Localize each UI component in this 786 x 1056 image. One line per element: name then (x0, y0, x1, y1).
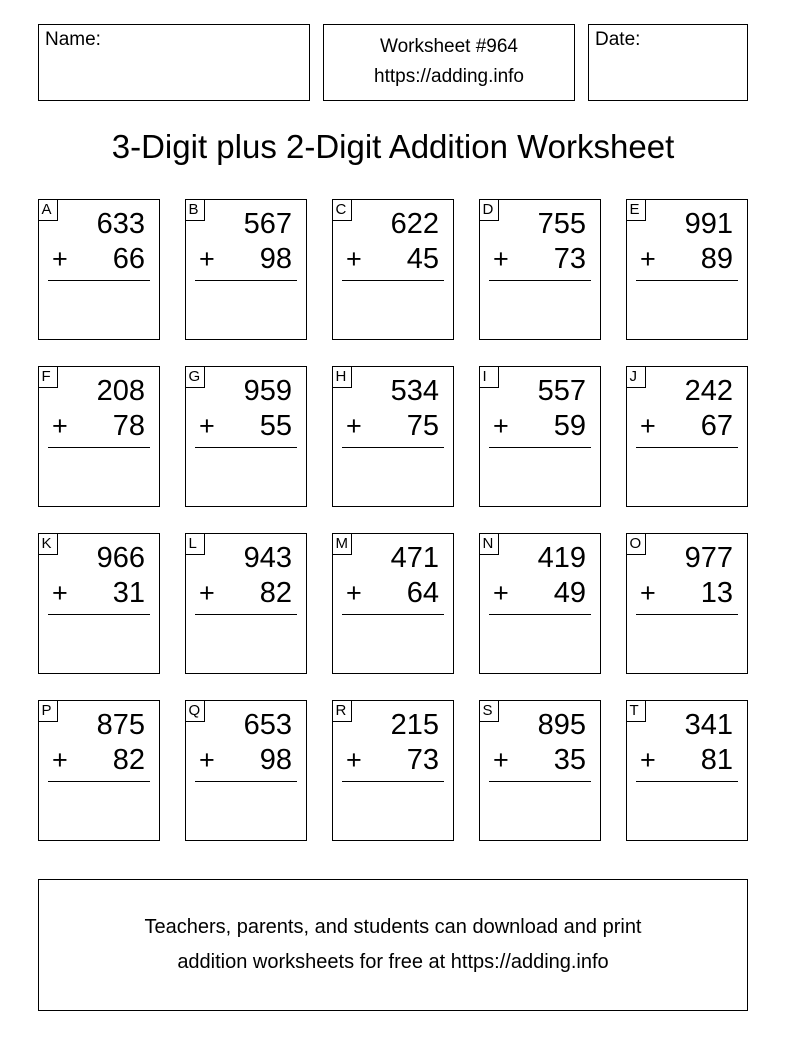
problem-addend-bottom: 13 (700, 577, 733, 609)
plus-sign: + (493, 578, 509, 608)
sum-line (636, 614, 738, 615)
sum-line (48, 447, 150, 448)
plus-sign: + (640, 578, 656, 608)
plus-sign: + (346, 745, 362, 775)
sum-line (342, 447, 444, 448)
name-label: Name: (45, 29, 101, 50)
problem-letter: A (38, 199, 58, 221)
problem-addend-bottom: 89 (700, 243, 733, 275)
problem-card[interactable] (38, 366, 160, 507)
footer-line-2: addition worksheets for free at https://adding.info (177, 951, 609, 973)
problem-addend-top: 242 (684, 375, 733, 407)
problem-addend-top: 215 (390, 709, 439, 741)
problem-card[interactable] (332, 366, 454, 507)
worksheet-url: https://adding.info (374, 66, 524, 87)
problem-letter: H (332, 366, 352, 388)
problem-addend-top: 419 (537, 542, 586, 574)
problem-addend-bottom: 49 (553, 577, 586, 609)
plus-sign: + (52, 411, 68, 441)
problem-card[interactable] (332, 700, 454, 841)
problem-card[interactable] (626, 366, 748, 507)
problem-addend-bottom: 75 (406, 410, 439, 442)
footer-line-1: Teachers, parents, and students can download and print (144, 916, 642, 938)
plus-sign: + (493, 244, 509, 274)
problem-card[interactable] (479, 700, 601, 841)
plus-sign: + (199, 578, 215, 608)
problem-card[interactable] (626, 533, 748, 674)
problem-card[interactable] (479, 366, 601, 507)
problem-addend-bottom: 82 (259, 577, 292, 609)
problem-addend-bottom: 81 (700, 744, 733, 776)
problem-letter: I (479, 366, 499, 388)
problem-addend-top: 959 (243, 375, 292, 407)
problem-letter: N (479, 533, 499, 555)
problem-card[interactable] (626, 199, 748, 340)
problem-card[interactable] (185, 700, 307, 841)
problem-addend-bottom: 98 (259, 243, 292, 275)
plus-sign: + (346, 411, 362, 441)
plus-sign: + (199, 745, 215, 775)
problem-addend-bottom: 67 (700, 410, 733, 442)
sum-line (342, 280, 444, 281)
problem-letter: P (38, 700, 58, 722)
sum-line (636, 447, 738, 448)
sum-line (195, 614, 297, 615)
problem-card[interactable] (185, 366, 307, 507)
problem-addend-top: 633 (96, 208, 145, 240)
problem-addend-bottom: 55 (259, 410, 292, 442)
problem-addend-bottom: 73 (553, 243, 586, 275)
problem-addend-top: 895 (537, 709, 586, 741)
problem-letter: R (332, 700, 352, 722)
worksheet-number: Worksheet #964 (379, 36, 518, 57)
plus-sign: + (52, 745, 68, 775)
problem-letter: B (185, 199, 205, 221)
problem-addend-bottom: 64 (406, 577, 439, 609)
sum-line (195, 447, 297, 448)
plus-sign: + (493, 745, 509, 775)
problem-letter: M (332, 533, 352, 555)
sum-line (489, 447, 591, 448)
sum-line (489, 614, 591, 615)
sum-line (48, 614, 150, 615)
problem-letter: J (626, 366, 646, 388)
sum-line (195, 781, 297, 782)
name-field-box[interactable] (38, 24, 310, 101)
footer-box (38, 879, 748, 1011)
problem-addend-top: 875 (96, 709, 145, 741)
problem-letter: K (38, 533, 58, 555)
problem-card[interactable] (38, 199, 160, 340)
plus-sign: + (199, 244, 215, 274)
problem-addend-top: 534 (390, 375, 439, 407)
problem-letter: C (332, 199, 352, 221)
sum-line (342, 781, 444, 782)
problem-addend-top: 622 (390, 208, 439, 240)
problem-letter: O (626, 533, 646, 555)
problem-addend-bottom: 31 (112, 577, 145, 609)
date-label: Date: (595, 29, 641, 50)
sum-line (195, 280, 297, 281)
problem-addend-bottom: 66 (112, 243, 145, 275)
problem-card[interactable] (626, 700, 748, 841)
problem-addend-bottom: 98 (259, 744, 292, 776)
problem-letter: G (185, 366, 205, 388)
problem-addend-top: 653 (243, 709, 292, 741)
worksheet-info-box (323, 24, 575, 101)
problem-addend-top: 755 (537, 208, 586, 240)
problem-addend-bottom: 78 (112, 410, 145, 442)
plus-sign: + (346, 244, 362, 274)
problem-addend-top: 943 (243, 542, 292, 574)
problem-addend-bottom: 45 (406, 243, 439, 275)
problem-card[interactable] (185, 533, 307, 674)
problem-card[interactable] (185, 199, 307, 340)
problem-addend-bottom: 35 (553, 744, 586, 776)
problem-addend-top: 567 (243, 208, 292, 240)
problem-card[interactable] (332, 199, 454, 340)
problem-letter: L (185, 533, 205, 555)
problem-letter: S (479, 700, 499, 722)
plus-sign: + (199, 411, 215, 441)
sum-line (636, 781, 738, 782)
problem-addend-top: 991 (684, 208, 733, 240)
problem-card[interactable] (38, 700, 160, 841)
problem-addend-bottom: 82 (112, 744, 145, 776)
problem-addend-top: 341 (684, 709, 733, 741)
problem-letter: E (626, 199, 646, 221)
sum-line (636, 280, 738, 281)
plus-sign: + (52, 244, 68, 274)
problem-addend-top: 471 (390, 542, 439, 574)
sum-line (489, 781, 591, 782)
problem-addend-bottom: 73 (406, 744, 439, 776)
plus-sign: + (640, 411, 656, 441)
problem-addend-bottom: 59 (553, 410, 586, 442)
plus-sign: + (640, 244, 656, 274)
plus-sign: + (346, 578, 362, 608)
problem-letter: D (479, 199, 499, 221)
problem-card[interactable] (479, 199, 601, 340)
problem-addend-top: 208 (96, 375, 145, 407)
plus-sign: + (52, 578, 68, 608)
problem-addend-top: 557 (537, 375, 586, 407)
sum-line (48, 781, 150, 782)
problem-addend-top: 977 (684, 542, 733, 574)
problem-letter: F (38, 366, 58, 388)
sum-line (489, 280, 591, 281)
problem-letter: T (626, 700, 646, 722)
problem-card[interactable] (38, 533, 160, 674)
problem-addend-top: 966 (96, 542, 145, 574)
plus-sign: + (493, 411, 509, 441)
date-field-box[interactable] (588, 24, 748, 101)
sum-line (342, 614, 444, 615)
worksheet-title: 3-Digit plus 2-Digit Addition Worksheet (111, 128, 675, 165)
problem-letter: Q (185, 700, 205, 722)
problem-card[interactable] (479, 533, 601, 674)
sum-line (48, 280, 150, 281)
problem-card[interactable] (332, 533, 454, 674)
plus-sign: + (640, 745, 656, 775)
